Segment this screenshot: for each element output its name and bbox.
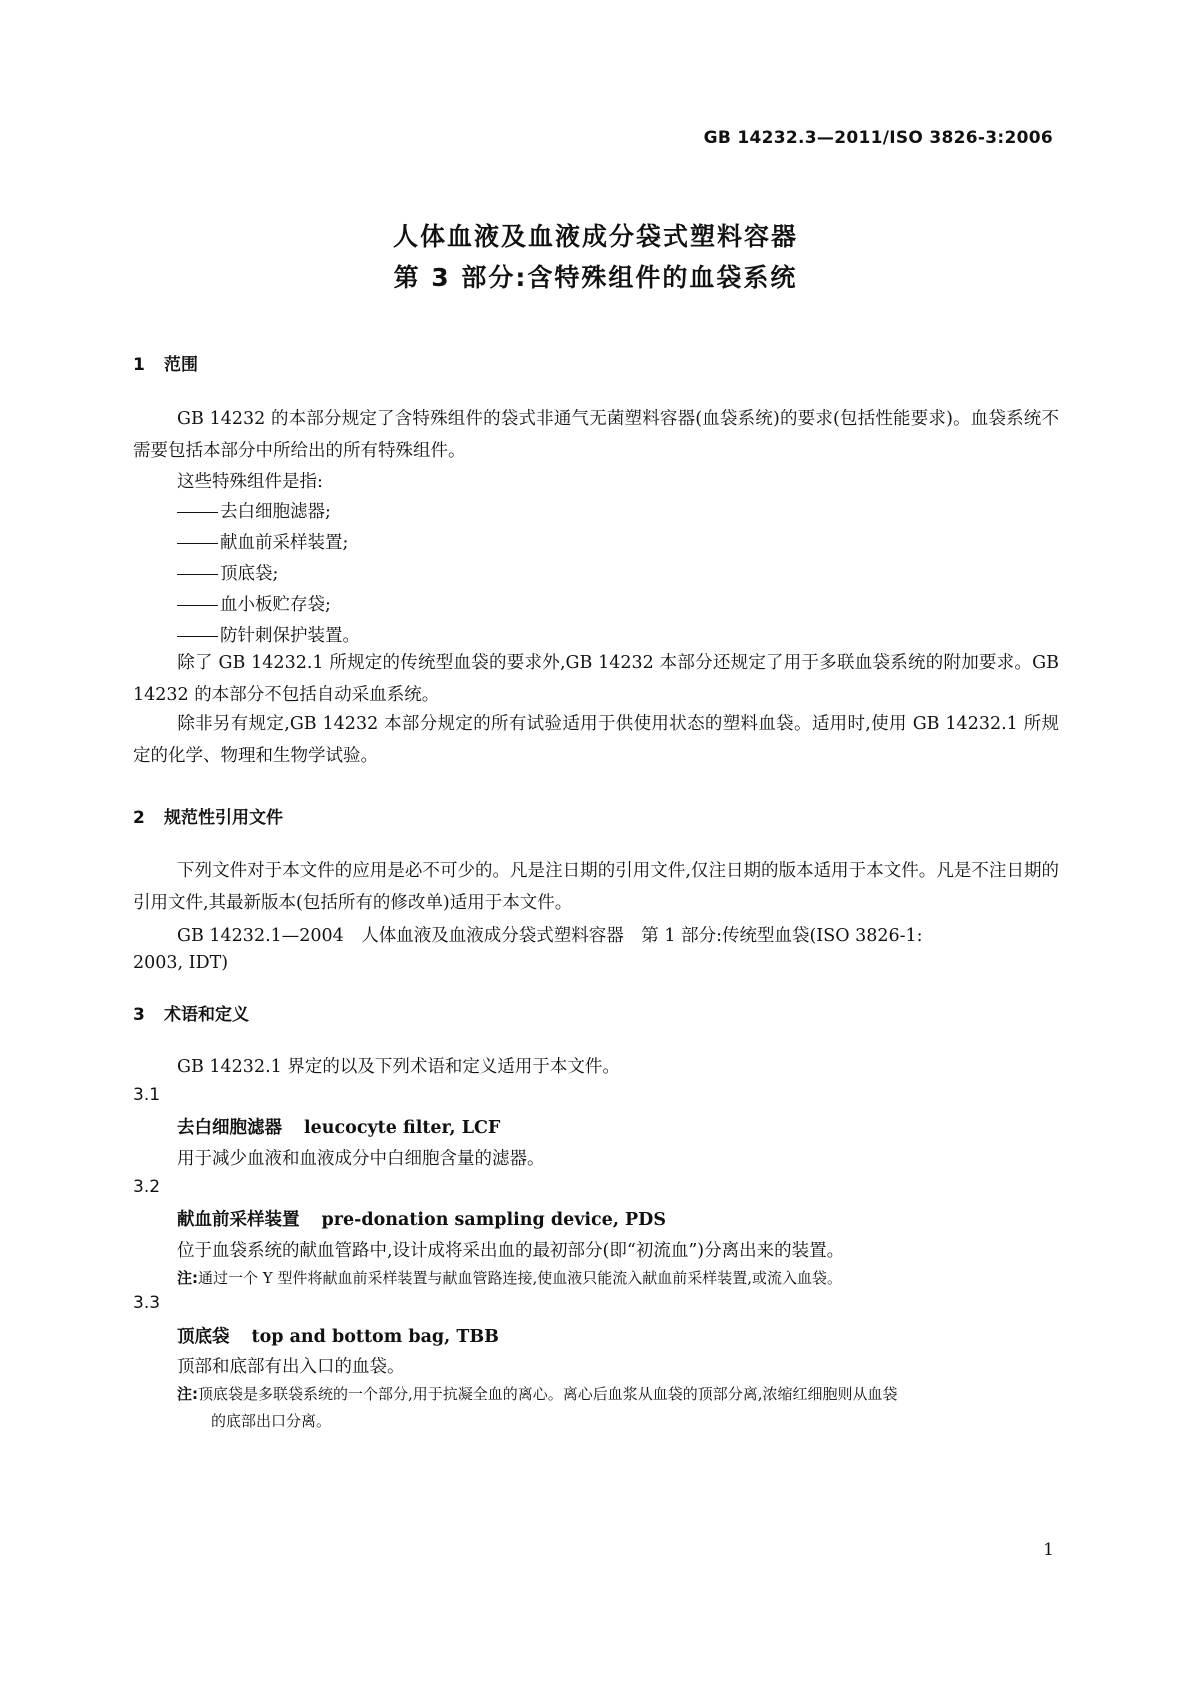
paragraph: 除非另有规定,GB 14232 本部分规定的所有试验适用于供使用状态的塑料血袋。适用时,使用 GB 14232.1 所规定的化学、物理和生物学试验。 — [133, 714, 1059, 766]
paragraph: 下列文件对于本文件的应用是必不可少的。凡是注日期的引用文件,仅注日期的版本适用于本文件。凡是不注日期的引用文件,其最新版本(包括所有的修改单)适用于本文件。 — [133, 861, 1059, 913]
term-definition: 用于减少血液和血液成分中白细胞含量的滤器。 — [177, 1149, 545, 1169]
section-number: 2 — [133, 808, 145, 828]
list-item: 去白细胞滤器; — [177, 498, 331, 523]
standard-number: GB 14232.3—2011/ISO 3826-3:2006 — [703, 128, 1053, 148]
list-item: 防针刺保护装置。 — [177, 622, 360, 647]
section-number: 3 — [133, 1005, 145, 1025]
section-1-heading — [133, 350, 198, 375]
section-number: 1 — [133, 355, 145, 375]
section-2-heading — [133, 803, 283, 828]
normative-reference: GB 14232.1—2004 人体血液及血液成分袋式塑料容器 第 1 部分:传统型血袋(ISO 3826-1: — [177, 926, 923, 946]
normative-reference-cont: 2003, IDT) — [133, 953, 229, 973]
term-note: 注:顶底袋是多联袋系统的一个部分,用于抗凝全血的离心。离心后血浆从血袋的顶部分离,浓缩红细胞则从血袋 的底部出口分离。 — [177, 1385, 898, 1430]
section-3-heading — [133, 1000, 249, 1025]
list-item: 顶底袋; — [177, 560, 278, 585]
section-title: 范围 — [164, 355, 198, 375]
document-subtitle: 第 3 部分:含特殊组件的血袋系统 — [393, 263, 798, 292]
section-title: 术语和定义 — [164, 1005, 249, 1025]
list-item: 血小板贮存袋; — [177, 591, 331, 616]
section-title: 规范性引用文件 — [164, 808, 283, 828]
term-number: 3.3 — [133, 1293, 161, 1313]
term-definition: 顶部和底部有出入口的血袋。 — [177, 1357, 405, 1377]
page-number: 1 — [1043, 1540, 1054, 1560]
document-title: 人体血液及血液成分袋式塑料容器 — [392, 222, 798, 251]
term-definition: 位于血袋系统的献血管路中,设计成将采出血的最初部分(即“初流血”)分离出来的装置。 — [177, 1241, 845, 1261]
term-number: 3.2 — [133, 1177, 161, 1197]
term-heading: 去白细胞滤器 leucocyte filter, LCF — [177, 1118, 501, 1138]
list-item: 献血前采样装置; — [177, 529, 348, 554]
term-number: 3.1 — [133, 1085, 161, 1105]
term-heading: 顶底袋 top and bottom bag, TBB — [177, 1327, 499, 1347]
list-intro: 这些特殊组件是指: — [177, 472, 323, 492]
paragraph: GB 14232 的本部分规定了含特殊组件的袋式非通气无菌塑料容器(血袋系统)的要求(包括性能要求)。血袋系统不需要包括本部分中所给出的所有特殊组件。 — [133, 409, 1059, 461]
term-heading: 献血前采样装置 pre-donation sampling device, PDS — [177, 1210, 666, 1230]
terms-intro: GB 14232.1 界定的以及下列术语和定义适用于本文件。 — [177, 1057, 620, 1077]
paragraph: 除了 GB 14232.1 所规定的传统型血袋的要求外,GB 14232 本部分还规定了用于多联血袋系统的附加要求。GB 14232 的本部分不包括自动采血系统。 — [133, 653, 1059, 705]
term-note: 注:通过一个 Y 型件将献血前采样装置与献血管路连接,使血液只能流入献血前采样装置,或流入血袋。 — [177, 1269, 842, 1287]
